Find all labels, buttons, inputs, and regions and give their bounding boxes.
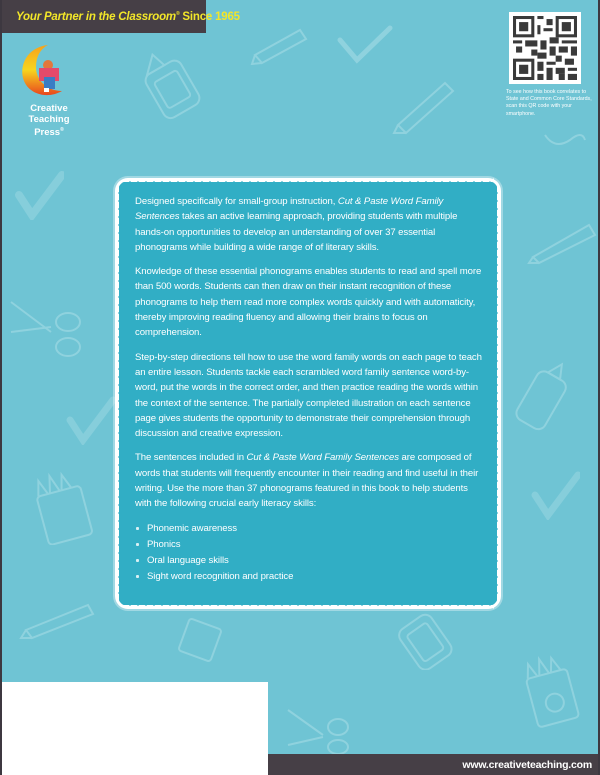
- scalloped-border-left: [112, 185, 119, 602]
- list-item: Phonics: [135, 537, 487, 553]
- barcode-area: [0, 682, 268, 775]
- qr-code[interactable]: [509, 12, 581, 84]
- paperclip-icon: [540, 125, 590, 155]
- qr-code-caption: To see how this book correlates to State and Common Core Standards, scan this QR code with your smartphone.: [506, 89, 592, 117]
- bullet-icon: [136, 559, 139, 562]
- scan-border-left: [0, 0, 2, 775]
- bullet-icon: [136, 575, 139, 578]
- pencil-icon: [390, 75, 460, 135]
- glue-bottle-icon: [125, 45, 215, 125]
- publisher-name: Creative Teaching Press®: [28, 103, 70, 139]
- checkmark-icon: [335, 25, 395, 65]
- book-title: Cut & Paste Word Family Sentences: [135, 196, 444, 223]
- checkmark-icon: [14, 170, 64, 220]
- scalloped-border-right: [497, 185, 504, 602]
- scissors-icon: [6, 292, 91, 362]
- description-paragraph: The sentences included in Cut & Paste Word Family Sentences are composed of words that students will frequently encounter in their reading and find useful in their writing. Use the more than 37 phonograms featured in this book to help students with the following crucial early literacy skills:: [135, 452, 479, 510]
- crayon-box-icon: [175, 615, 225, 665]
- qr-code-icon: [513, 16, 577, 80]
- scissors-icon: [283, 705, 363, 755]
- moon-reader-icon: [18, 43, 70, 99]
- scalloped-border-top: [122, 175, 494, 182]
- scalloped-border-bottom: [122, 605, 494, 612]
- checkmark-icon: [65, 395, 115, 445]
- list-item: Phonemic awareness: [135, 521, 487, 537]
- book-description: [135, 194, 487, 585]
- crayon-box-icon: [520, 655, 585, 730]
- pencil-icon: [250, 25, 310, 65]
- crayon-box-icon: [30, 470, 100, 545]
- bullet-icon: [136, 543, 139, 546]
- literacy-skills-list: [135, 521, 487, 585]
- pencil-icon: [18, 600, 98, 640]
- checkmark-icon: [530, 470, 580, 520]
- list-item: Oral language skills: [135, 553, 487, 569]
- description-paragraph: Designed specifically for small-group instruction, Cut & Paste Word Family Sentences takes an active learning approach, providing students with multiple hands-on opportunities to develop an understanding of over 37 essential phonograms while building a wide range of of literary skills.: [135, 196, 458, 253]
- book-description-box: [118, 181, 498, 606]
- description-paragraph: Knowledge of these essential phonograms enables students to read and spell more than 500 words. Students can then draw on their instant recognition of these phonograms to help them read more complex words quickly and with automaticity, thereby improving reading fluency and allowing their brains to focus on comprehension.: [135, 266, 482, 339]
- publisher-website-link[interactable]: www.creativeteaching.com: [462, 758, 592, 771]
- publisher-tagline: Your Partner in the Classroom® Since 1965: [16, 10, 240, 23]
- publisher-tagline-bar: [0, 0, 240, 33]
- footer-bar: [268, 754, 600, 775]
- description-paragraph: Step-by-step directions tell how to use the word family words on each page to teach an entire lesson. Students tackle each scrambled word family sentence word-by-word, put the words in the correct order, and then practice reading the words within the context of the sentence. The partially completed illustration on each sentence page gives students the opportunity to demonstrate their comprehension through discussion and creative expression.: [135, 351, 482, 440]
- pencil-icon: [527, 215, 597, 265]
- bullet-icon: [136, 527, 139, 530]
- glue-bottle-icon: [508, 355, 578, 435]
- list-item: Sight word recognition and practice: [135, 569, 487, 585]
- book-title: Cut & Paste Word Family Sentences: [246, 452, 399, 464]
- glue-bottle-icon: [390, 610, 460, 670]
- publisher-logo: [14, 43, 84, 138]
